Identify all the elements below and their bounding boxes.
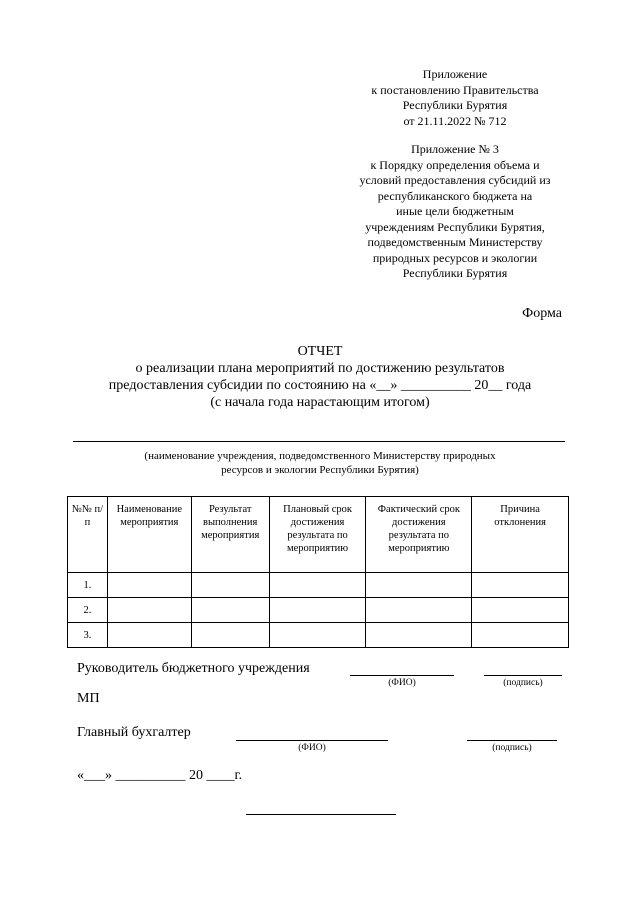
table-cell[interactable] xyxy=(472,623,569,648)
table-cell[interactable] xyxy=(107,623,191,648)
annex2-line: природных ресурсов и экологии xyxy=(372,250,538,265)
table-cell[interactable] xyxy=(107,573,191,598)
director-signature-caption: (подпись) xyxy=(503,678,543,688)
annex1-line: к постановлению Правительства xyxy=(371,82,539,97)
table-row xyxy=(68,623,569,648)
row-number: 3. xyxy=(68,623,108,648)
annex2-line: подведомственным Министерству xyxy=(367,235,543,249)
report-title-block xyxy=(60,343,580,411)
institution-name-line xyxy=(73,441,565,442)
report-title-line: о реализации плана мероприятий по достижению результатов xyxy=(135,361,505,376)
table-cell[interactable] xyxy=(366,623,472,648)
table-cell[interactable] xyxy=(472,598,569,623)
annex2-line: Республики Бурятия xyxy=(402,266,508,280)
accountant-signature-line[interactable] xyxy=(467,740,557,741)
header-planned-date: Плановый срок достижения результата по мероприятию xyxy=(269,497,366,573)
director-label: Руководитель бюджетного учреждения xyxy=(77,661,310,676)
annex2-line: условий предоставления субсидий из xyxy=(359,173,551,187)
table-row xyxy=(68,598,569,623)
annex1-line: от 21.11.2022 № 712 xyxy=(403,113,507,128)
table-cell[interactable] xyxy=(191,573,269,598)
report-title-line: (с начала года нарастающим итогом) xyxy=(210,395,430,410)
table-cell[interactable] xyxy=(191,623,269,648)
annex1-line: Республики Бурятия xyxy=(402,98,508,112)
header-number: №№ п/п xyxy=(68,497,108,573)
table-cell[interactable] xyxy=(269,623,366,648)
row-number: 1. xyxy=(68,573,108,598)
annex2-line: Приложение № 3 xyxy=(411,142,499,156)
table-cell[interactable] xyxy=(269,598,366,623)
caption-line: (наименование учреждения, подведомственного Министерству природных xyxy=(144,450,496,462)
stamp-label: МП xyxy=(77,691,100,706)
caption-line: ресурсов и экологии Республики Бурятия) xyxy=(221,464,419,476)
table-cell[interactable] xyxy=(191,598,269,623)
header-result: Результат выполнения мероприятия xyxy=(191,497,269,573)
institution-caption xyxy=(90,449,550,477)
annex-government-decree xyxy=(340,67,570,129)
accountant-signature-caption: (подпись) xyxy=(492,743,532,753)
director-signature-line[interactable] xyxy=(484,675,562,676)
header-event-name: Наименование мероприятия xyxy=(107,497,191,573)
report-heading: ОТЧЕТ xyxy=(297,344,343,359)
table-cell[interactable] xyxy=(472,573,569,598)
date-line: «___» __________ 20 ____г. xyxy=(77,768,243,783)
header-deviation-reason: Причина отклонения xyxy=(472,497,569,573)
annex-procedure xyxy=(340,142,570,282)
row-number: 2. xyxy=(68,598,108,623)
accountant-fio-caption: (ФИО) xyxy=(298,743,326,753)
annex2-line: учреждениям Республики Бурятия, xyxy=(365,219,545,234)
header-actual-date: Фактический срок достижения результата по мероприятию xyxy=(366,497,472,573)
director-fio-line[interactable] xyxy=(350,675,454,676)
table-row xyxy=(68,573,569,598)
bottom-blank-line[interactable] xyxy=(246,814,396,815)
table-cell[interactable] xyxy=(269,573,366,598)
report-table xyxy=(67,496,569,648)
annex2-line: иные цели бюджетным xyxy=(396,204,514,218)
annex1-line: Приложение xyxy=(422,67,488,81)
accountant-fio-line[interactable] xyxy=(236,740,388,741)
report-title-line: предоставления субсидии по состоянию на «__» __________ 20__ года xyxy=(108,378,532,393)
table-cell[interactable] xyxy=(366,573,472,598)
table-cell[interactable] xyxy=(107,598,191,623)
table-header-row xyxy=(68,497,569,573)
table-cell[interactable] xyxy=(366,598,472,623)
accountant-label: Главный бухгалтер xyxy=(77,725,191,740)
annex2-line: республиканского бюджета на xyxy=(377,188,533,203)
annex2-line: к Порядку определения объема и xyxy=(370,157,540,172)
director-fio-caption: (ФИО) xyxy=(388,678,416,688)
form-label: Форма xyxy=(522,306,562,321)
